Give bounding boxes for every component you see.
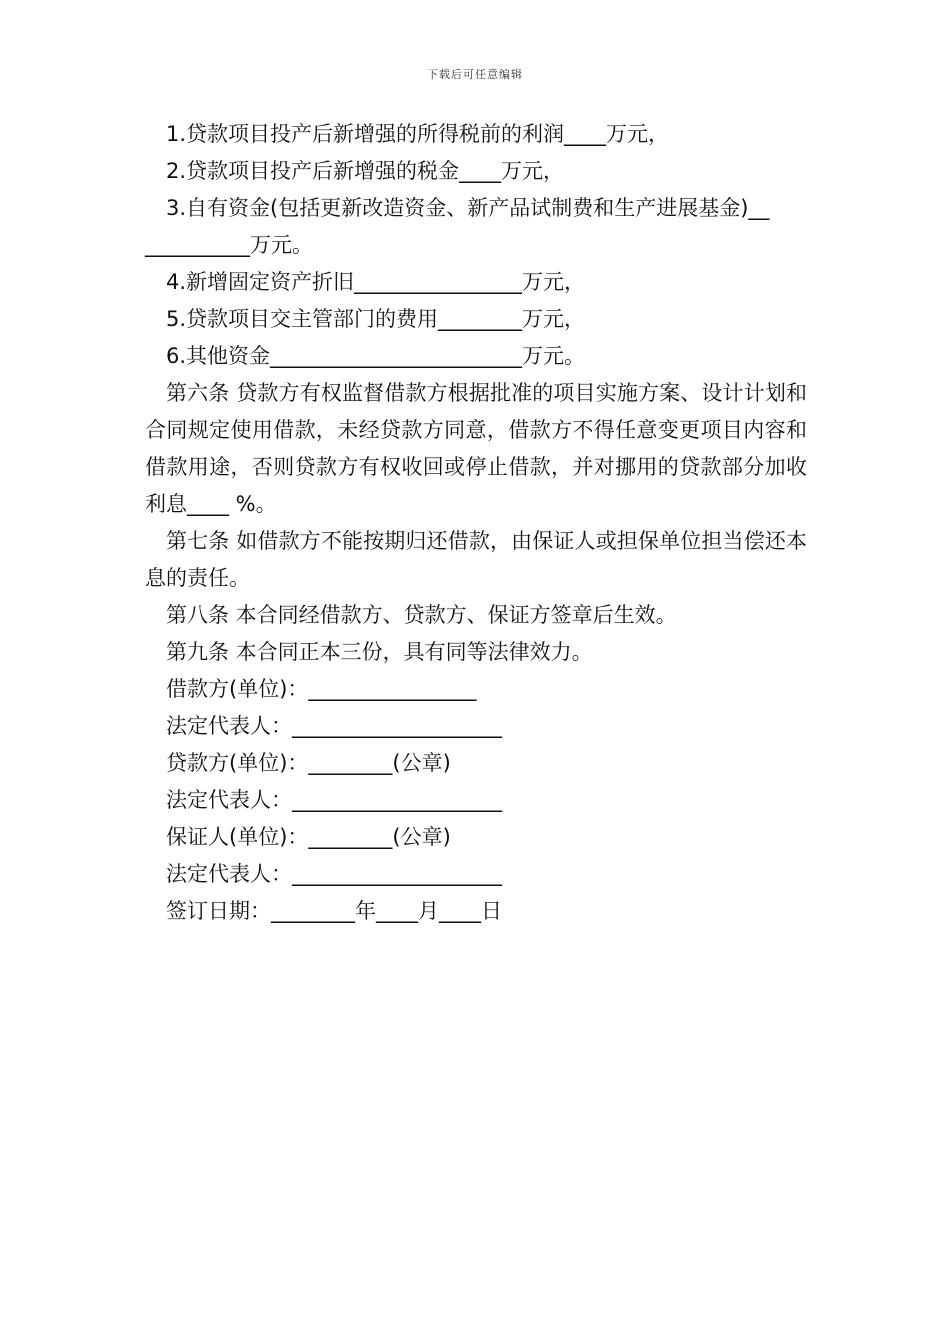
item-5-fees: 5.贷款项目交主管部门的费用________万元， bbox=[166, 307, 586, 331]
item-3-own-funds: 3.自有资金(包括更新改造资金、新产品试制费和生产进展基金)__ bbox=[166, 196, 770, 220]
item-6-other-funds: 6.其他资金________________________万元。 bbox=[166, 344, 586, 368]
signing-date: 签订日期：________年____月____日 bbox=[166, 899, 502, 923]
article-6: 第六条 贷款方有权监督借款方根据批准的项目实施方案、设计计划和合同规定使用借款，未经贷款方同意，借款方不得任意变更项目内容和借款用途，否则贷款方有权收回或停止借款，并对挪用的贷款部分加收利息____ %。 bbox=[145, 381, 807, 516]
page-header: 下载后可任意编辑 bbox=[427, 68, 523, 81]
article-8: 第八条 本合同经借款方、贷款方、保证方签章后生效。 bbox=[166, 603, 677, 627]
article-9: 第九条 本合同正本三份，具有同等法律效力。 bbox=[166, 640, 593, 664]
item-4-depreciation: 4.新增固定资产折旧________________万元， bbox=[166, 270, 586, 294]
item-2-tax: 2.贷款项目投产后新增强的税金____万元， bbox=[166, 159, 565, 183]
signature-borrower-representative: 法定代表人：____________________ bbox=[166, 714, 502, 738]
signature-borrower: 借款方(单位)：________________ bbox=[166, 677, 477, 701]
signature-guarantor: 保证人(单位)：________(公章) bbox=[166, 825, 451, 849]
signature-lender-representative: 法定代表人：____________________ bbox=[166, 788, 502, 812]
signature-guarantor-representative: 法定代表人：____________________ bbox=[166, 862, 502, 886]
article-7: 第七条 如借款方不能按期归还借款，由保证人或担保单位担当偿还本息的责任。 bbox=[145, 529, 807, 590]
item-1-profit: 1.贷款项目投产后新增强的所得税前的利润____万元， bbox=[166, 122, 670, 146]
item-3-own-funds-continued: __________万元。 bbox=[145, 233, 313, 257]
document-body bbox=[145, 116, 807, 930]
signature-lender: 贷款方(单位)：________(公章) bbox=[166, 751, 451, 775]
